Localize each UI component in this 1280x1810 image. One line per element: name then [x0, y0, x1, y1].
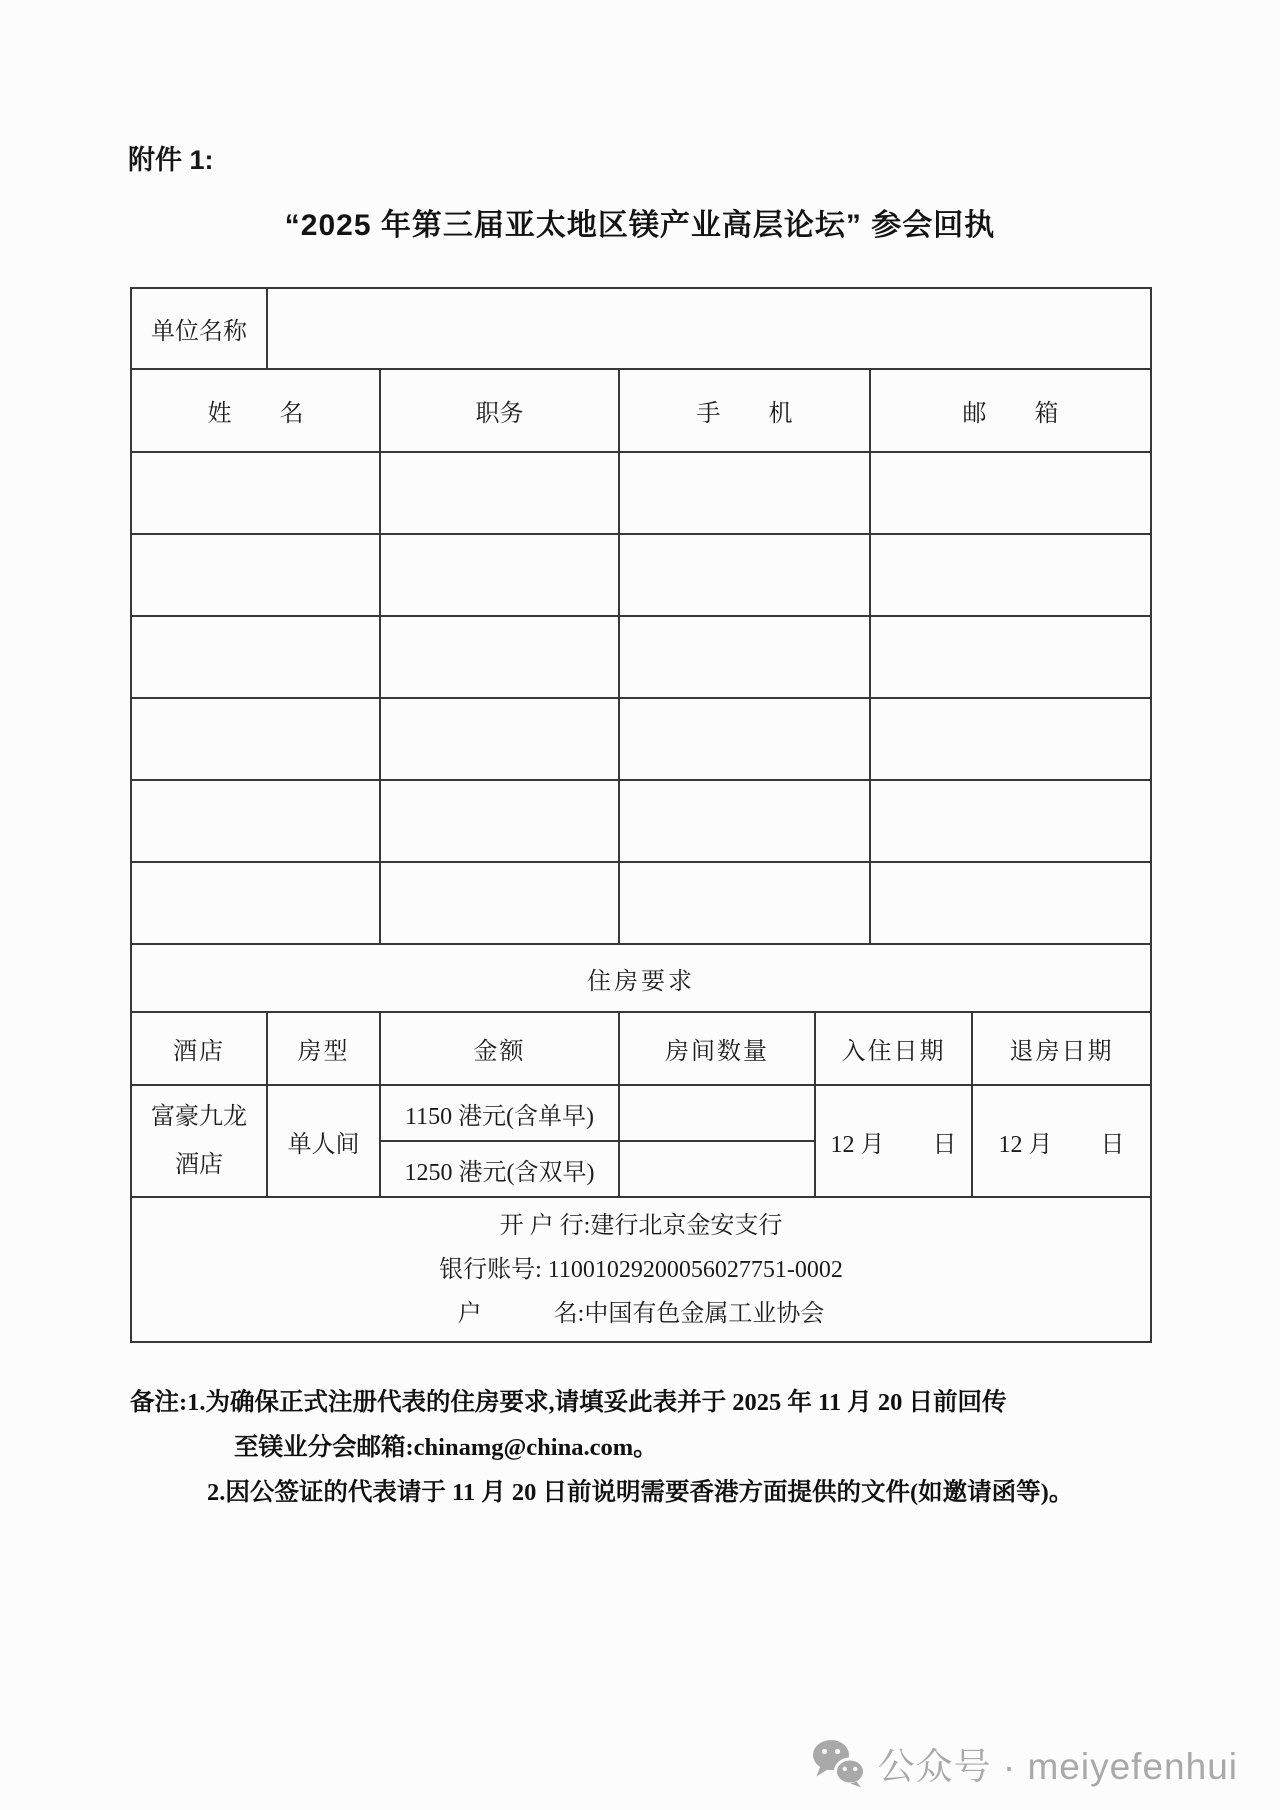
- attendee-position-cell: [380, 862, 619, 944]
- attendee-row: [131, 698, 1151, 780]
- bank-info-cell: [131, 1197, 1151, 1342]
- attendee-name-cell: [131, 862, 380, 944]
- attendee-row: [131, 616, 1151, 698]
- attendee-email-cell: [870, 534, 1151, 616]
- room-count-blank-cell: [619, 1085, 815, 1141]
- attendee-header-row: [131, 369, 1151, 452]
- check-in-date-cell: 12 月 日: [815, 1085, 972, 1197]
- price-single-breakfast-cell: 1150 港元(含单早): [380, 1085, 619, 1141]
- housing-title-row: [131, 944, 1151, 1012]
- attendee-row: [131, 452, 1151, 534]
- header-hotel-cell: 酒店: [131, 1012, 267, 1085]
- attendee-position-cell: [380, 534, 619, 616]
- registration-table: [130, 287, 1152, 1343]
- wechat-watermark: [811, 1736, 1238, 1790]
- note-line-2: 至镁业分会邮箱:chinamg@china.com。: [234, 1434, 658, 1461]
- unit-name-blank-cell: [267, 288, 1151, 369]
- attendee-email-cell: [870, 616, 1151, 698]
- attendee-name-cell: [131, 698, 380, 780]
- note-line-1: 备注:1.为确保正式注册代表的住房要求,请填妥此表并于 2025 年 11 月 20 日前回传: [130, 1389, 1007, 1416]
- header-email-cell: 邮 箱: [870, 369, 1151, 452]
- price-double-breakfast-cell: 1250 港元(含双早): [380, 1141, 619, 1197]
- attendee-position-cell: [380, 452, 619, 534]
- attendee-name-cell: [131, 616, 380, 698]
- attendee-mobile-cell: [619, 780, 870, 862]
- page-title: “2025 年第三届亚太地区镁产业高层论坛” 参会回执: [284, 209, 996, 242]
- check-out-date-cell: 12 月 日: [972, 1085, 1151, 1197]
- attendee-mobile-cell: [619, 616, 870, 698]
- attendee-email-cell: [870, 780, 1151, 862]
- attendee-mobile-cell: [619, 698, 870, 780]
- attendee-name-cell: [131, 452, 380, 534]
- attendee-email-cell: [870, 698, 1151, 780]
- bank-opening-bank: 开 户 行:建行北京金安支行: [499, 1212, 783, 1239]
- housing-header-row: [131, 1012, 1151, 1085]
- attendee-mobile-cell: [619, 862, 870, 944]
- attendee-row: [131, 780, 1151, 862]
- attachment-label: 附件 1:: [128, 145, 214, 175]
- attendee-email-cell: [870, 452, 1151, 534]
- bank-info-row: [131, 1197, 1151, 1342]
- attendee-row: [131, 534, 1151, 616]
- bank-account-name: 户 名:中国有色金属工业协会: [457, 1300, 825, 1327]
- attendee-mobile-cell: [619, 452, 870, 534]
- hotel-name-line1: 富豪九龙: [151, 1104, 247, 1130]
- hotel-name-cell: [131, 1085, 267, 1197]
- bank-account-number: 银行账号: 11001029200056027751-0002: [439, 1256, 843, 1283]
- attendee-name-cell: [131, 780, 380, 862]
- hotel-name-line2: 酒店: [175, 1152, 223, 1178]
- room-type-cell: 单人间: [267, 1085, 380, 1197]
- header-name-cell: 姓 名: [131, 369, 380, 452]
- room-count-blank-cell: [619, 1141, 815, 1197]
- housing-section-title: 住房要求: [131, 944, 1151, 1012]
- header-room-type-cell: 房型: [267, 1012, 380, 1085]
- header-mobile-cell: 手 机: [619, 369, 870, 452]
- note-line-3: 2.因公签证的代表请于 11 月 20 日前说明需要香港方面提供的文件(如邀请函等)。: [207, 1479, 1074, 1506]
- wechat-icon: [811, 1738, 865, 1788]
- attendee-row: [131, 862, 1151, 944]
- header-check-in-cell: 入住日期: [815, 1012, 972, 1085]
- notes-block: [130, 1380, 1190, 1515]
- header-amount-cell: 金额: [380, 1012, 619, 1085]
- attendee-name-cell: [131, 534, 380, 616]
- attendee-position-cell: [380, 698, 619, 780]
- unit-name-row: [131, 288, 1151, 369]
- attendee-mobile-cell: [619, 534, 870, 616]
- hotel-row-1: [131, 1085, 1151, 1141]
- attendee-email-cell: [870, 862, 1151, 944]
- header-room-count-cell: 房间数量: [619, 1012, 815, 1085]
- header-position-cell: 职务: [380, 369, 619, 452]
- attendee-position-cell: [380, 780, 619, 862]
- unit-name-label-cell: 单位名称: [131, 288, 267, 369]
- attendee-position-cell: [380, 616, 619, 698]
- wechat-watermark-label: 公众号 · meiyefenhui: [877, 1746, 1238, 1787]
- header-check-out-cell: 退房日期: [972, 1012, 1151, 1085]
